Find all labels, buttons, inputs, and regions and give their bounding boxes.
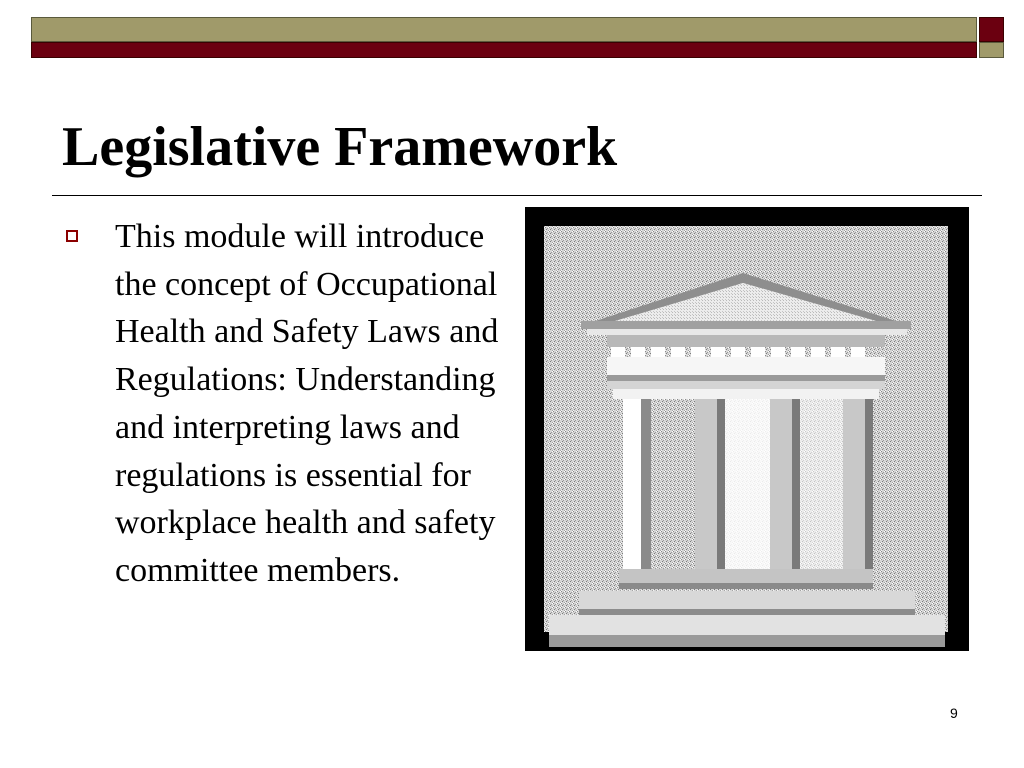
bullet-text: This module will introduce the concept of Occupational Health and Safety Laws and Regulations: Understanding and interpreting laws and regulations is essential for workplace health and safety committee members. [115,218,499,589]
classical-building-icon [525,207,969,651]
header-decoration [0,0,1024,60]
olive-square [979,42,1004,58]
bullet-square-icon [66,230,78,242]
title-divider [52,195,982,196]
maroon-bar [31,42,977,58]
page-number: 9 [950,705,958,721]
olive-bar [31,17,977,42]
slide-title: Legislative Framework [62,116,618,178]
maroon-square [979,17,1004,42]
